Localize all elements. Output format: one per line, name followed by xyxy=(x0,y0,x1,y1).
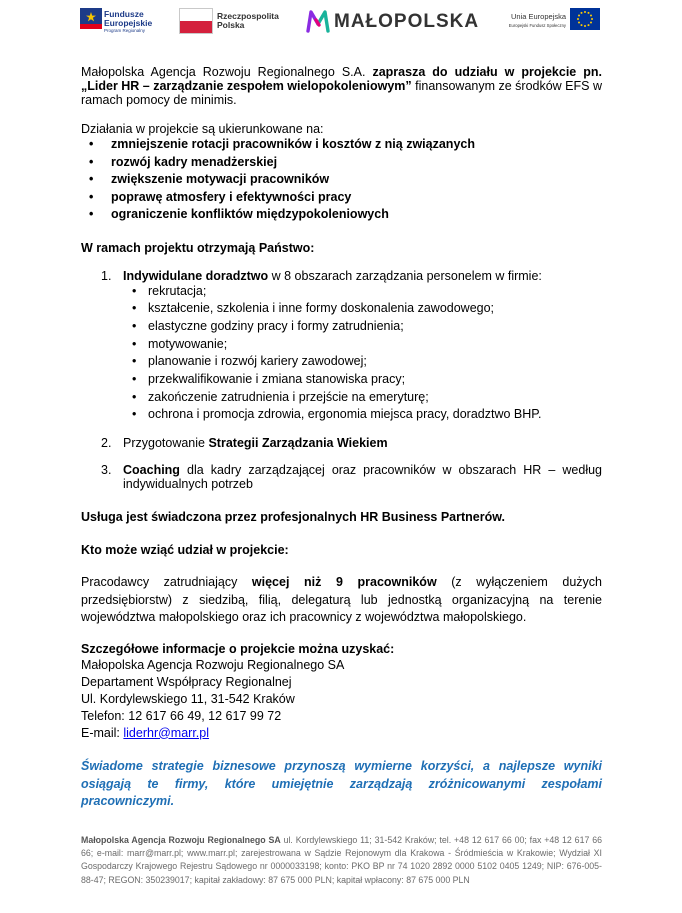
benefit-number: 1. xyxy=(101,268,112,283)
contact-line: Telefon: 12 617 66 49, 12 617 99 72 xyxy=(81,708,282,723)
intro-normal2: finansowanym ze środków EFS w ramach pomocy de minimis. xyxy=(81,79,602,107)
document-body xyxy=(81,65,602,811)
actions-item: • zwiększenie motywacji pracowników xyxy=(81,171,602,189)
contact-email-line xyxy=(81,725,602,742)
benefit-3-bold: Coaching xyxy=(123,463,180,478)
benefit-1-rest: w 8 obszarach zarządzania personelem w firmie: xyxy=(268,268,542,283)
fe-line3: Program Regionalny xyxy=(104,28,146,33)
contact-block xyxy=(81,641,602,742)
intro-bold: zaprasza do udziału w projekcie pn. „Lider HR – zarządzanie zespołem wielopokoleniowym” xyxy=(81,65,603,93)
rp-line2: Polska xyxy=(217,20,245,30)
polish-flag-icon xyxy=(179,8,213,34)
actions-item: • ograniczenie konfliktów międzypokoleniowych xyxy=(81,206,602,224)
who-paragraph xyxy=(81,574,602,627)
benefit-1-sublist xyxy=(123,283,602,425)
who-heading: Kto może wziąć udział w projekcie: xyxy=(81,543,289,558)
email-link[interactable]: liderhr@marr.pl xyxy=(123,725,210,740)
email-label: E-mail: xyxy=(81,725,124,740)
actions-item: • poprawę atmosfery i efektywności pracy xyxy=(81,189,602,207)
who-text1: Pracodawcy zatrudniający xyxy=(81,575,252,590)
intro-paragraph xyxy=(81,65,602,107)
footer xyxy=(81,834,602,887)
contact-line: Małopolska Agencja Rozwoju Regionalnego SA xyxy=(81,658,345,673)
ue-line1: Unia Europejska xyxy=(510,12,566,21)
fundusze-europejskie-logo xyxy=(80,6,170,38)
malopolska-logo xyxy=(306,6,480,38)
benefit-1-bold: Indywidulane doradztwo xyxy=(123,268,269,283)
sublist-item: • ochrona i promocja zdrowia, ergonomia miejsca pracy, doradztwo BHP. xyxy=(81,406,602,424)
actions-heading: Działania w projekcie są ukierunkowane na: xyxy=(81,122,324,136)
actions-item: • zmniejszenie rotacji pracowników i kosztów z nią związanych xyxy=(81,136,602,154)
rp-line1: Rzeczpospolita xyxy=(217,11,279,21)
footer-org-name: Małopolska Agencja Rozwoju Regionalnego SA xyxy=(81,835,281,845)
actions-list xyxy=(81,136,602,224)
intro-normal1: Małopolska Agencja Rozwoju Regionalnego S.A. xyxy=(81,65,373,79)
sublist-item: • motywowanie; xyxy=(81,336,602,354)
contact-heading: Szczegółowe informacje o projekcie można uzyskać: xyxy=(81,641,395,656)
benefits-list xyxy=(81,269,602,492)
unia-europejska-logo xyxy=(496,6,602,38)
benefit-number: 2. xyxy=(101,436,112,451)
benefit-2-bold: Strategii Zarządzania Wiekiem xyxy=(208,436,388,451)
service-statement: Usługa jest świadczona przez profesjonalnych HR Business Partnerów. xyxy=(81,510,505,525)
benefits-heading: W ramach projektu otrzymają Państwo: xyxy=(81,240,315,255)
benefit-number: 3. xyxy=(101,463,112,478)
benefit-item-1 xyxy=(81,269,602,425)
slogan: Świadome strategie biznesowe przynoszą wymierne korzyści, a najlepsze wyniki osiągają te firmy, które umiejętnie zarządzają zróżnicowanymi zespołami pracowniczymi. xyxy=(81,759,602,809)
footer-details: ul. Kordylewskiego 11; 31-542 Kraków; tel. +48 12 617 66 00; fax +48 12 617 66 66; e-mail: marr@marr.pl; www.marr.pl; zarejestrowana w Sądzie Rejonowym dla Krakowa - Śródmieścia w Krakowie; Wydział XI Gospodarczy Krajowego Rejestru Sądowego nr 0000033198; konto: PKO BP nr 74 1020 2892 0000 5102 0405 1249; NIP: 676-005-88-47; REGON: 350239017; kapitał zakładowy: 87 675 000 PLN; kapitał wpłacony: 87 675 000 PLN xyxy=(81,835,602,885)
benefit-3-rest: dla kadry zarządzającej oraz pracowników w obszarach HR – według indywidualnych potrzeb xyxy=(123,463,602,492)
header-logos xyxy=(80,6,602,38)
fundusze-europejskie-icon xyxy=(80,8,102,34)
sublist-item: • przekwalifikowanie i zmiana stanowiska pracy; xyxy=(81,371,602,389)
rzeczpospolita-logo xyxy=(179,6,277,38)
fe-line2: Europejskie xyxy=(104,18,153,28)
actions-item: • rozwój kadry menadżerskiej xyxy=(81,154,602,172)
sublist-item: • planowanie i rozwój kariery zawodowej; xyxy=(81,353,602,371)
benefit-item-3 xyxy=(81,463,602,491)
sublist-item: • zakończenie zatrudnienia i przejście na emeryturę; xyxy=(81,389,602,407)
who-bold: więcej niż 9 pracowników xyxy=(251,575,437,590)
benefit-2-normal: Przygotowanie xyxy=(123,436,209,451)
sublist-item: • rekrutacja; xyxy=(81,283,602,301)
benefit-item-2 xyxy=(81,436,602,450)
sublist-item: • kształcenie, szkolenia i inne formy doskonalenia zawodowego; xyxy=(81,300,602,318)
malopolska-m-icon xyxy=(306,9,330,33)
contact-line: Departament Współpracy Regionalnej xyxy=(81,675,292,690)
eu-flag-icon xyxy=(570,8,600,30)
contact-line: Ul. Kordylewskiego 11, 31-542 Kraków xyxy=(81,692,295,707)
malopolska-name: MAŁOPOLSKA xyxy=(334,11,480,32)
ue-line2: Europejski Fundusz Społeczny xyxy=(508,23,566,28)
fe-line1: Fundusze xyxy=(104,9,144,19)
who-text2: (z wyłączeniem dużych przedsiębiorstw) z siedzibą, filią, delegaturą lub jednostką organizacyjną na terenie województwa małopolskiego oraz ich pracownicy z województwa małopolskiego. xyxy=(81,575,602,625)
sublist-item: • elastyczne godziny pracy i formy zatrudnienia; xyxy=(81,318,602,336)
